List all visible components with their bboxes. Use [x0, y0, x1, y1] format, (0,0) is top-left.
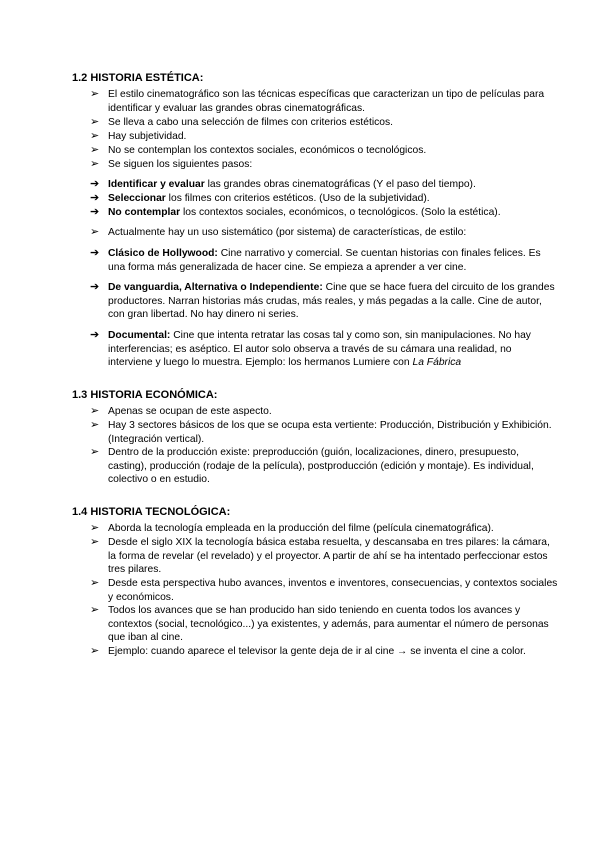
bullet-icon: ➢ [90, 536, 100, 548]
arrow-icon: ➔ [90, 178, 100, 190]
bullet-icon: ➢ [90, 88, 100, 100]
arrow-icon: ➔ [90, 206, 100, 218]
arrow-icon: ➔ [90, 192, 100, 204]
bullet-icon: ➢ [90, 405, 100, 417]
section-heading-historia-tecnologica: 1.4 HISTORIA TECNOLÓGICA: [72, 506, 231, 518]
arrow-icon: ➔ [90, 247, 100, 259]
arrow-icon: ➔ [90, 281, 100, 293]
bullet-icon: ➢ [90, 158, 100, 170]
bullet-icon: ➢ [90, 577, 100, 589]
bullet-icon: ➢ [90, 419, 100, 431]
arrow-icon: ➔ [90, 329, 100, 341]
bullet-icon: ➢ [90, 604, 100, 616]
section-heading-historia-estetica: 1.2 HISTORIA ESTÉTICA: [72, 72, 204, 84]
bullet-icon: ➢ [90, 130, 100, 142]
bullet-icon: ➢ [90, 446, 100, 458]
section-heading-historia-economica: 1.3 HISTORIA ECONÓMICA: [72, 389, 218, 401]
bullet-icon: ➢ [90, 226, 100, 238]
bullet-icon: ➢ [90, 144, 100, 156]
document-page: 1.2 HISTORIA ESTÉTICA: ➢ El estilo cinematográfico son las técnicas específicas que caracterizan un tipo de películas para identificar y evaluar las grandes obras cinematográficas. ➢ Se lleva a cabo una selección de filmes con criterios estéticos. ➢ Hay subjetividad. ➢ No se contemplan los contextos sociales, económicos o tecnológicos. ➢ Se siguen los siguientes pasos: ➔ Identificar y evaluar las grandes obras cinematográficas (Y el paso del tiempo). ➔ Seleccionar los filmes con criterios estéticos. (Uso de la subjetividad). ➔ No contemplar los contextos sociales, económicos, o tecnológicos. (Solo la estética). ➢ Actualmente hay un uso sistemático (por sistema) de características, de estilo: ➔ Clásico de Hollywood: Cine narrativo y comercial. Se cuentan historias con finales felices. Es una forma más generalizada de hacer cine. Se empieza a aprender a ver cine. ➔ De vanguardia, Alternativa o Independiente: Cine que se hace fuera del circuito de los grandes productores. Narran historias más crudas, más reales, y más pegadas a la calle. Cine de autor, con gran libertad. No hay dinero ni series. ➔ Documental: Cine que intenta retratar las cosas tal y como son, sin manipulaciones. No hay interferencias; es aséptico. El autor solo observa a través de su cámara una realidad, no interviene y luego lo muestra. Ejemplo: los hermanos Lumiere con La Fábrica 1.3 HISTORIA ECONÓMICA: ➢ Apenas se ocupan de este aspecto. ➢ Hay 3 sectores básicos de los que se ocupa esta vertiente: Producción, Distribución y Exhibición. (Integración vertical). ➢ Dentro de la producción existe: preproducción (guión, localizaciones, dinero, presupuesto, casting), producción (rodaje de la película), postproducción (edición y montaje). Es individual, colectivo o en estudio. 1.4 HISTORIA TECNOLÓGICA: ➢ Aborda la tecnología empleada en la producción del filme (película cinematográfica). ➢ Desde el siglo XIX la tecnología básica estaba resuelta, y descansaba en tres pilares: la cámara, la forma de revelar (el revelado) y el proyector. A partir de ahí se ha intentado perfeccionar estos tres pilares. ➢ Desde esta perspectiva hubo avances, inventos e inventores, consecuencias, y contextos sociales y económicos. ➢ Todos los avances que se han producido han sido teniendo en cuenta todos los avances y contextos (social, tecnológico...) ya existentes, y además, para aumentar el número de personas que iban al cine. ➢ Ejemplo: cuando aparece el televisor la gente deja de ir al cine → se inventa el cine a color. [72, 72, 558, 657]
bullet-icon: ➢ [90, 522, 100, 534]
bullet-icon: ➢ [90, 116, 100, 128]
bullet-icon: ➢ [90, 645, 100, 657]
